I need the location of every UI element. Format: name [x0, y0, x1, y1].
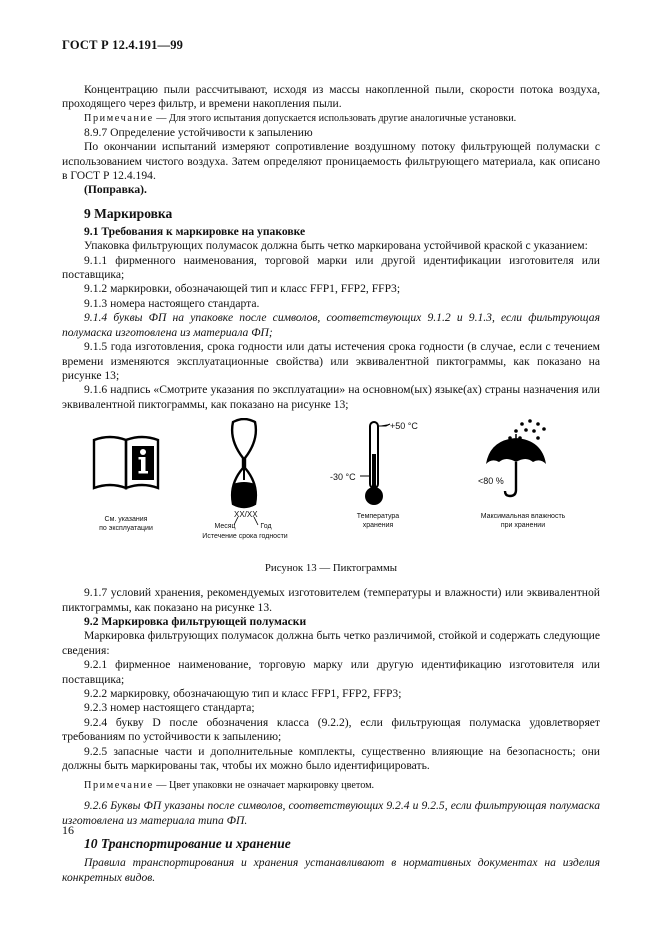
- note-text: — Цвет упаковки не означает маркировку цветом.: [153, 780, 375, 792]
- temp-label-line: Температура: [356, 513, 400, 521]
- hourglass-icon: [225, 418, 263, 510]
- page-number: 16: [62, 823, 74, 837]
- paragraph: Концентрацию пыли рассчитывают, исходя из массы накопленной пыли, скорости потока воздуха, проходящего через фильтр, и времени накопления пыли.: [62, 83, 600, 111]
- humidity-label-line: Максимальная влажность: [480, 513, 566, 521]
- list-item: 9.2.3 номер настоящего стандарта;: [84, 701, 255, 715]
- section-title: 9 Маркировка: [84, 205, 173, 221]
- manual-label-line: См. указания: [104, 516, 148, 524]
- list-item: 9.1.5 года изготовления, срока годности или даты истечения срока годности (в случае, если с течением времени изменяются эксплуатационные свойства) или эквивалентной пиктограммы, как показано на рисунке 13;: [62, 340, 600, 382]
- clause-heading: 8.9.7 Определение устойчивости к запылению: [84, 125, 313, 139]
- paragraph: Упаковка фильтрующих полумасок должна быть четко маркирована устойчивой краской с указанием:: [84, 239, 588, 253]
- hourglass-date: XX/XX: [234, 510, 258, 520]
- manual-label-line: по эксплуатации: [99, 525, 153, 533]
- subsection-title: 9.1 Требования к маркировке на упаковке: [84, 224, 306, 238]
- manual-label: [76, 515, 176, 533]
- paragraph: По окончании испытаний измеряют сопротивление воздушному потоку фильтрующей полумаски с использованием чистого воздуха. Затем определяют проницаемость фильтрующего материала, как описано в ГОСТ Р 12.4.194.: [62, 140, 600, 183]
- document-page: [62, 38, 600, 885]
- list-item: 9.1.3 номера настоящего стандарта.: [84, 296, 260, 310]
- humidity-value: <80 %: [478, 476, 504, 487]
- paragraph: Правила транспортирования и хранения устанавливают в нормативных документах на изделия конкретных видов.: [62, 856, 600, 884]
- list-item: 9.1.1 фирменного наименования, торговой марки или другой идентификации изготовителя или поставщика;: [62, 253, 600, 282]
- document-header: ГОСТ Р 12.4.191—99: [62, 38, 184, 52]
- temp-high: +50 °C: [390, 421, 418, 432]
- list-item: 9.1.6 надпись «Смотрите указания по эксплуатации» на основном(ых) языке(ах) страны назначения или эквивалентной пиктограммы, как показано на рисунке 13;: [62, 383, 600, 411]
- list-item: 9.2.1 фирменное наименование, торговую марку или другую идентификацию изготовителя или поставщика;: [62, 658, 600, 686]
- manual-book-icon: [90, 432, 162, 490]
- humidity-label: [468, 512, 578, 530]
- temp-label: [338, 512, 418, 530]
- temp-low: -30 °C: [330, 472, 356, 483]
- subsection-title: 9.2 Маркировка фильтрующей полумаски: [84, 614, 307, 628]
- list-item: 9.2.2 маркировку, обозначающую тип и класс FFP1, FFP2, FFP3;: [84, 686, 402, 700]
- note: [62, 779, 600, 793]
- note-label: Примечание: [84, 112, 154, 124]
- list-item: 9.1.4 буквы ФП на упаковке после символов, соответствующих 9.1.2 и 9.1.3, если фильтрующая полумаска изготовлена из материала ФП;: [62, 311, 600, 339]
- list-item: 9.2.6 Буквы ФП указаны после символов, соответствующих 9.2.4 и 9.2.5, если фильтрующая полумаска изготовлена из материала типа ФП.: [62, 799, 600, 827]
- hourglass-month: Месяц: [214, 523, 236, 531]
- hourglass-label: Истечение срока годности: [202, 533, 288, 541]
- list-item: 9.1.7 условий хранения, рекомендуемых изготовителем (температуры и влажности) или эквивалентной пиктограммы, как показано на рисунке 13.: [62, 586, 600, 614]
- note-label: Примечание: [84, 780, 154, 792]
- list-item: 9.2.5 запасные части и дополнительные комплекты, существенно влияющие на безопасность; они должны быть маркированы так, чтобы их можно было идентифицировать.: [62, 744, 600, 772]
- section-title: 10 Транспортирование и хранение: [84, 836, 291, 852]
- temp-label-line: хранения: [362, 522, 394, 530]
- thermometer-icon: [320, 420, 430, 510]
- paragraph: Маркировка фильтрующих полумасок должна быть четко различимой, стойкой и содержать следующие сведения:: [62, 629, 600, 657]
- hourglass-year: Год: [260, 523, 272, 531]
- note-text: — Для этого испытания допускается использовать другие аналогичные установки.: [153, 112, 517, 124]
- umbrella-rain-icon: [470, 418, 560, 504]
- note: [62, 112, 600, 126]
- humidity-label-line: при хранении: [500, 522, 546, 530]
- list-item: 9.1.2 маркировки, обозначающей тип и класс FFP1, FFP2, FFP3;: [84, 282, 401, 296]
- figure-caption: Рисунок 13 — Пиктограммы: [264, 562, 398, 575]
- correction-note: (Поправка).: [84, 183, 147, 197]
- list-item: 9.2.4 букву D после обозначения класса (9.2.2), если фильтрующая полумаска удовлетворяет требованиям по устойчивости к запылению;: [62, 715, 600, 744]
- pictograms-figure: [62, 418, 600, 558]
